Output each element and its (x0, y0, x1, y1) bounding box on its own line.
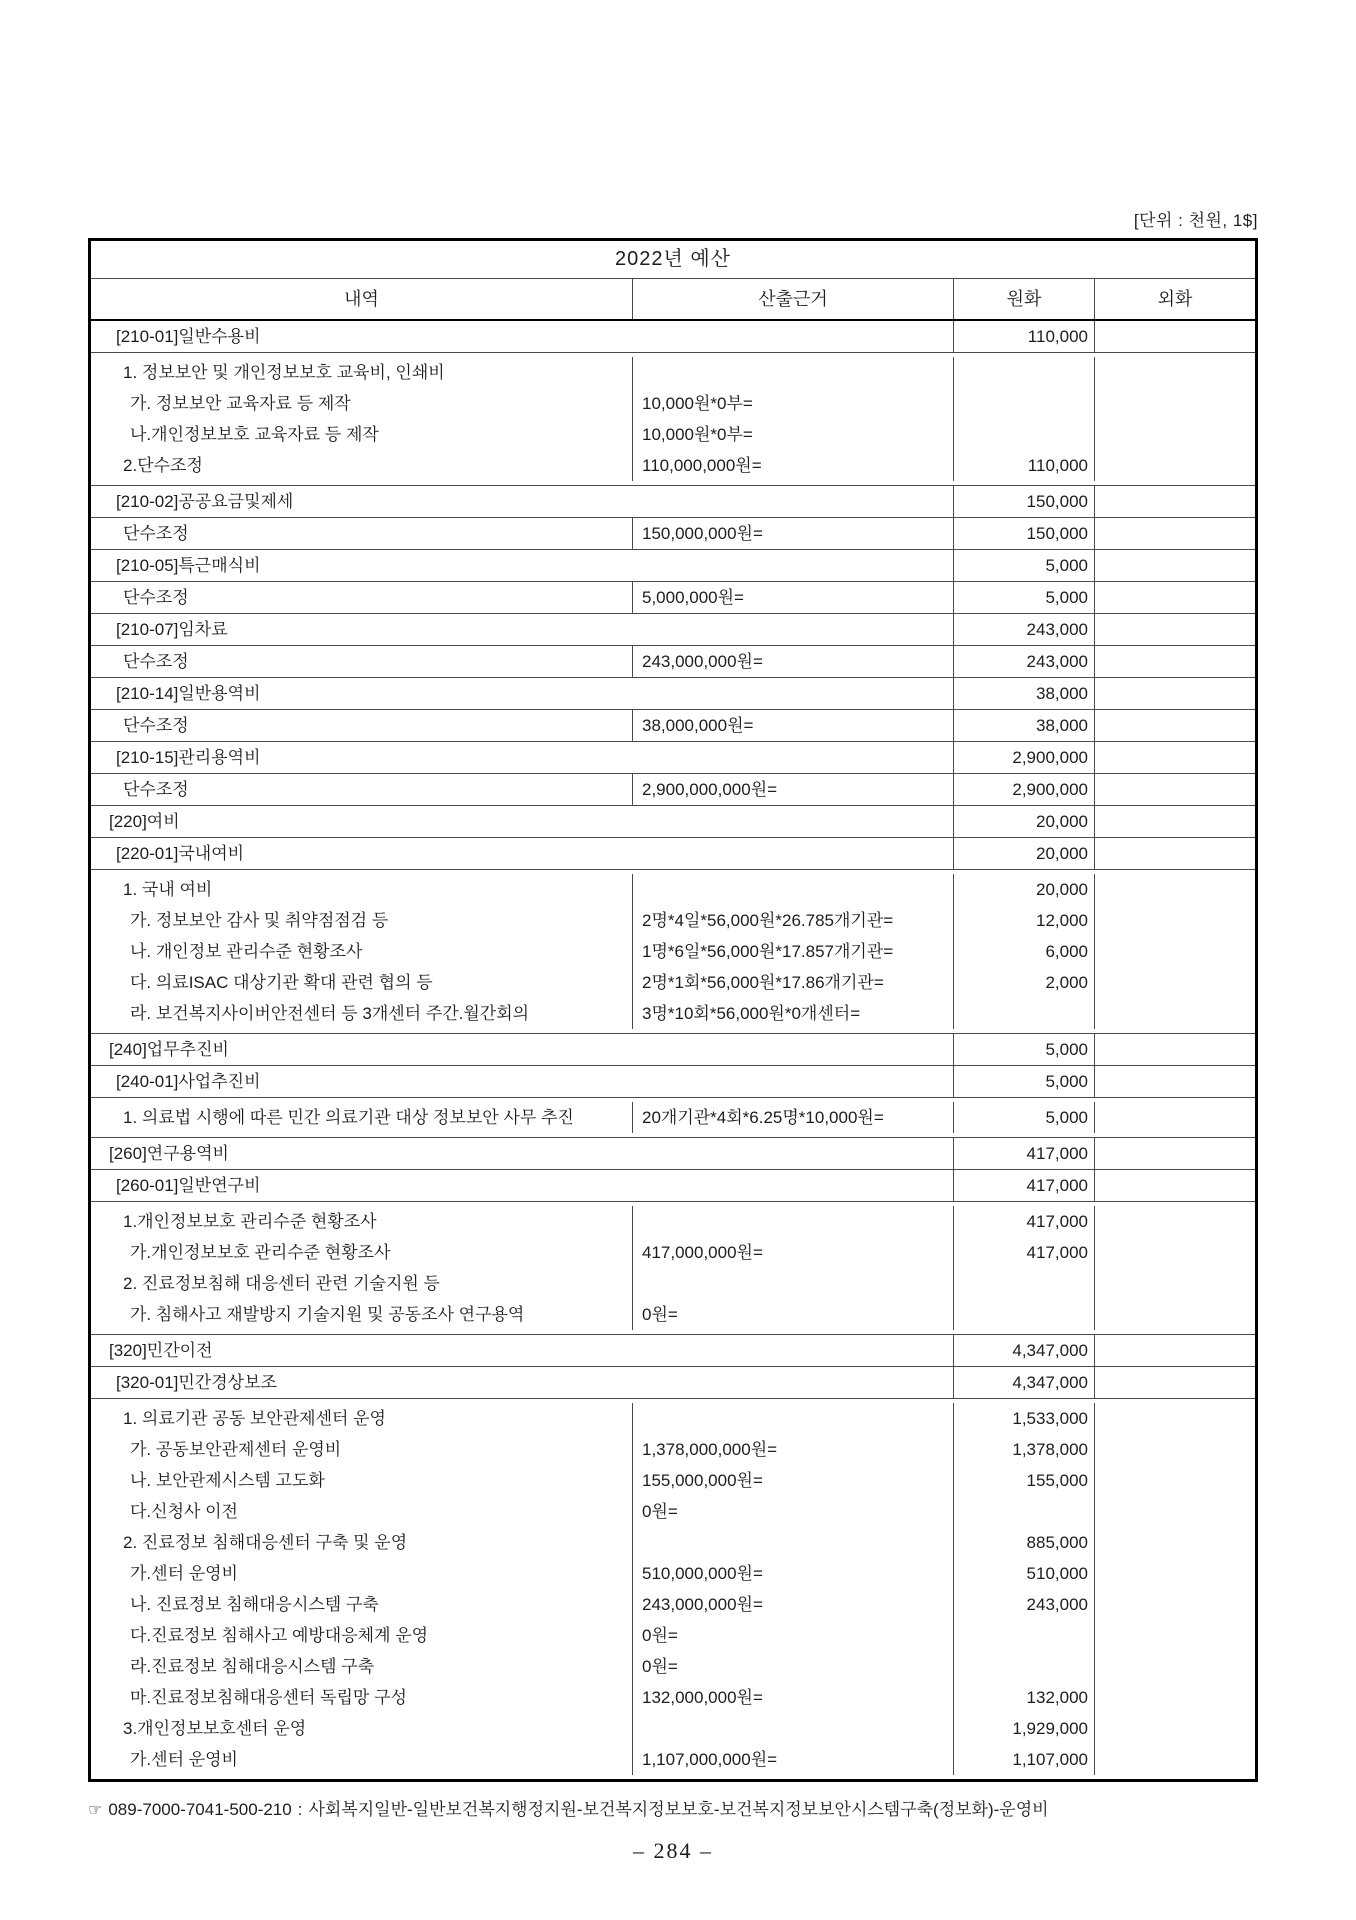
section-row (91, 550, 1255, 582)
page-number: – 284 – (633, 1838, 713, 1863)
desc-cell: 다.신청사 이전 (130, 1502, 238, 1521)
detail-row (91, 1098, 1255, 1138)
detail-row (91, 870, 1255, 905)
fx-cell (1094, 1465, 1255, 1496)
krw-cell: 417,000 (953, 1206, 1094, 1237)
fx-cell (1094, 357, 1255, 388)
desc-cell: 3.개인정보보호센터 운영 (123, 1719, 307, 1738)
desc-cell: 나. 개인정보 관리수준 현황조사 (130, 942, 363, 961)
table-header (91, 279, 1255, 321)
calc-cell: 1,107,000,000원= (632, 1744, 953, 1775)
krw-cell: 38,000 (953, 678, 1094, 709)
column-header-fx: 외화 (1094, 279, 1255, 319)
krw-cell: 110,000 (953, 450, 1094, 481)
desc-cell: 1. 정보보안 및 개인정보보호 교육비, 인쇄비 (123, 363, 445, 382)
krw-cell: 150,000 (953, 486, 1094, 517)
fx-cell (1094, 1367, 1255, 1398)
fx-cell (1094, 1496, 1255, 1527)
calc-cell: 510,000,000원= (632, 1558, 953, 1589)
fx-cell (1094, 1066, 1255, 1097)
section-row (91, 806, 1255, 838)
fx-cell (1094, 1527, 1255, 1558)
fx-cell (1094, 388, 1255, 419)
calc-cell: 1,378,000,000원= (632, 1434, 953, 1465)
fx-cell (1094, 1206, 1255, 1237)
calc-cell (632, 874, 953, 905)
krw-cell: 5,000 (953, 550, 1094, 581)
krw-cell: 5,000 (953, 1066, 1094, 1097)
calc-cell (632, 357, 953, 388)
desc-cell: 라. 보건복지사이버안전센터 등 3개센터 주간.월간회의 (130, 1004, 530, 1023)
section-row (91, 1170, 1255, 1202)
fx-cell (1094, 1713, 1255, 1744)
krw-cell: 5,000 (953, 582, 1094, 613)
calc-cell: 2명*4일*56,000원*26.785개기관= (632, 905, 953, 936)
detail-row (91, 1434, 1255, 1465)
detail-row (91, 936, 1255, 967)
desc-cell: [260]연구용역비 (109, 1144, 229, 1163)
detail-row (91, 1496, 1255, 1527)
desc-cell: 다.진료정보 침해사고 예방대응체계 운영 (130, 1626, 429, 1645)
desc-cell: 단수조정 (123, 524, 189, 543)
calc-cell (632, 1403, 953, 1434)
desc-cell: 라.진료정보 침해대응시스템 구축 (130, 1657, 375, 1676)
krw-cell: 1,107,000 (953, 1744, 1094, 1775)
detail-row (91, 1744, 1255, 1779)
desc-cell: [320]민간이전 (109, 1341, 213, 1360)
krw-cell (953, 1620, 1094, 1651)
calc-cell (632, 1527, 953, 1558)
krw-cell (953, 419, 1094, 450)
desc-cell: [220]여비 (109, 812, 180, 831)
detail-row (91, 1558, 1255, 1589)
desc-cell: [210-15]관리용역비 (116, 748, 261, 767)
desc-cell: 나. 보안관제시스템 고도화 (130, 1471, 325, 1490)
desc-cell: 2.단수조정 (123, 456, 203, 475)
fx-cell (1094, 486, 1255, 517)
footnote-ref: 089-7000-7041-500-210 (108, 1800, 292, 1819)
fx-cell (1094, 1558, 1255, 1589)
fx-cell (1094, 518, 1255, 549)
section-row (91, 1066, 1255, 1098)
fx-cell (1094, 905, 1255, 936)
desc-cell: 1. 의료기관 공동 보안관제센터 운영 (123, 1409, 386, 1428)
desc-cell: [210-07]임차료 (116, 620, 228, 639)
desc-cell: [210-01]일반수용비 (116, 327, 261, 346)
desc-cell: 가.센터 운영비 (130, 1564, 238, 1583)
fx-cell (1094, 1237, 1255, 1268)
desc-cell: 단수조정 (123, 716, 189, 735)
krw-cell (953, 998, 1094, 1029)
fx-cell (1094, 1434, 1255, 1465)
column-header-calc: 산출근거 (632, 279, 953, 319)
calc-cell: 20개기관*4회*6.25명*10,000원= (632, 1102, 953, 1133)
krw-cell: 6,000 (953, 936, 1094, 967)
table-title: 2022년 예산 (91, 241, 1255, 279)
footnote (88, 1795, 1258, 1820)
footnote-text: 사회복지일반-일반보건복지행정지원-보건복지정보보호-보건복지정보보안시스템구축(정보화)-운영비 (308, 1800, 1049, 1819)
krw-cell: 243,000 (953, 646, 1094, 677)
fx-cell (1094, 874, 1255, 905)
krw-cell: 1,929,000 (953, 1713, 1094, 1744)
fx-cell (1094, 967, 1255, 998)
detail-row (91, 1589, 1255, 1620)
desc-cell: [260-01]일반연구비 (116, 1176, 261, 1195)
fx-cell (1094, 1102, 1255, 1133)
detail-row (91, 1299, 1255, 1335)
krw-cell: 4,347,000 (953, 1367, 1094, 1398)
adjustment-row (91, 710, 1255, 742)
section-row (91, 1367, 1255, 1399)
calc-cell: 10,000원*0부= (632, 419, 953, 450)
fx-cell (1094, 1651, 1255, 1682)
fx-cell (1094, 1744, 1255, 1775)
calc-cell: 2,900,000,000원= (632, 774, 953, 805)
krw-cell (953, 1268, 1094, 1299)
column-header-krw: 원화 (953, 279, 1094, 319)
fx-cell (1094, 1299, 1255, 1330)
desc-cell: [240-01]사업추진비 (116, 1072, 261, 1091)
calc-cell: 0원= (632, 1496, 953, 1527)
krw-cell: 155,000 (953, 1465, 1094, 1496)
fx-cell (1094, 838, 1255, 869)
fx-cell (1094, 646, 1255, 677)
detail-row (91, 1268, 1255, 1299)
krw-cell: 2,000 (953, 967, 1094, 998)
desc-cell: [210-14]일반용역비 (116, 684, 261, 703)
unit-note: [단위 : 천원, 1$] (1133, 211, 1258, 230)
desc-cell: 2. 진료정보침해 대응센터 관련 기술지원 등 (123, 1274, 440, 1293)
fx-cell (1094, 1682, 1255, 1713)
krw-cell: 417,000 (953, 1237, 1094, 1268)
fx-cell (1094, 806, 1255, 837)
calc-cell: 3명*10회*56,000원*0개센터= (632, 998, 953, 1029)
krw-cell: 243,000 (953, 614, 1094, 645)
section-row (91, 321, 1255, 353)
desc-cell: [320-01]민간경상보조 (116, 1373, 277, 1392)
fx-cell (1094, 1403, 1255, 1434)
detail-row (91, 388, 1255, 419)
calc-cell (632, 1713, 953, 1744)
calc-cell (632, 1268, 953, 1299)
column-header-desc: 내역 (344, 289, 379, 309)
krw-cell: 132,000 (953, 1682, 1094, 1713)
fx-cell (1094, 1170, 1255, 1201)
adjustment-row (91, 582, 1255, 614)
fx-cell (1094, 550, 1255, 581)
fx-cell (1094, 582, 1255, 613)
footnote-separator: : (297, 1800, 303, 1819)
calc-cell: 132,000,000원= (632, 1682, 953, 1713)
fx-cell (1094, 1268, 1255, 1299)
detail-row (91, 419, 1255, 450)
krw-cell: 243,000 (953, 1589, 1094, 1620)
krw-cell (953, 1496, 1094, 1527)
section-row (91, 614, 1255, 646)
krw-cell: 510,000 (953, 1558, 1094, 1589)
calc-cell: 0원= (632, 1620, 953, 1651)
krw-cell: 150,000 (953, 518, 1094, 549)
krw-cell: 1,378,000 (953, 1434, 1094, 1465)
krw-cell: 38,000 (953, 710, 1094, 741)
desc-cell: [210-02]공공요금및제세 (116, 492, 294, 511)
krw-cell: 2,900,000 (953, 742, 1094, 773)
krw-cell: 417,000 (953, 1170, 1094, 1201)
detail-row (91, 1465, 1255, 1496)
krw-cell: 110,000 (953, 321, 1094, 352)
desc-cell: 가. 공동보안관제센터 운영비 (130, 1440, 342, 1459)
desc-cell: [240]업무추진비 (109, 1040, 229, 1059)
budget-table (88, 238, 1258, 1782)
desc-cell: 가. 정보보안 교육자료 등 제작 (130, 394, 351, 413)
krw-cell: 2,900,000 (953, 774, 1094, 805)
krw-cell (953, 1651, 1094, 1682)
adjustment-row (91, 518, 1255, 550)
krw-cell: 5,000 (953, 1102, 1094, 1133)
calc-cell: 0원= (632, 1651, 953, 1682)
desc-cell: 가. 침해사고 재발방지 기술지원 및 공동조사 연구용역 (130, 1305, 525, 1324)
detail-row (91, 905, 1255, 936)
detail-row (91, 1527, 1255, 1558)
krw-cell: 20,000 (953, 874, 1094, 905)
fx-cell (1094, 678, 1255, 709)
section-row (91, 678, 1255, 710)
detail-row (91, 967, 1255, 998)
fx-cell (1094, 710, 1255, 741)
document-page (88, 0, 1258, 1864)
fx-cell (1094, 419, 1255, 450)
calc-cell: 1명*6일*56,000원*17.857개기관= (632, 936, 953, 967)
fx-cell (1094, 1138, 1255, 1169)
calc-cell: 38,000,000원= (632, 710, 953, 741)
desc-cell: [210-05]특근매식비 (116, 556, 261, 575)
calc-cell: 2명*1회*56,000원*17.86개기관= (632, 967, 953, 998)
krw-cell: 20,000 (953, 838, 1094, 869)
krw-cell: 20,000 (953, 806, 1094, 837)
detail-row (91, 998, 1255, 1034)
desc-cell: 1. 국내 여비 (123, 880, 213, 899)
calc-cell: 0원= (632, 1299, 953, 1330)
desc-cell: 다. 의료ISAC 대상기관 확대 관련 협의 등 (130, 973, 433, 992)
detail-row (91, 1237, 1255, 1268)
krw-cell (953, 1299, 1094, 1330)
section-row (91, 742, 1255, 774)
fx-cell (1094, 742, 1255, 773)
desc-cell: 2. 진료정보 침해대응센터 구축 및 운영 (123, 1533, 408, 1552)
section-row (91, 1034, 1255, 1066)
calc-cell: 5,000,000원= (632, 582, 953, 613)
calc-cell: 243,000,000원= (632, 646, 953, 677)
desc-cell: 마.진료정보침해대응센터 독립망 구성 (130, 1688, 407, 1707)
krw-cell (953, 388, 1094, 419)
fx-cell (1094, 1589, 1255, 1620)
desc-cell: 나. 진료정보 침해대응시스템 구축 (130, 1595, 379, 1614)
krw-cell: 417,000 (953, 1138, 1094, 1169)
calc-cell: 150,000,000원= (632, 518, 953, 549)
detail-row (91, 1682, 1255, 1713)
calc-cell: 417,000,000원= (632, 1237, 953, 1268)
desc-cell: 단수조정 (123, 652, 189, 671)
adjustment-row (91, 646, 1255, 678)
detail-row (91, 450, 1255, 486)
desc-cell: 가.센터 운영비 (130, 1750, 238, 1769)
desc-cell: 1.개인정보보호 관리수준 현황조사 (123, 1212, 377, 1231)
adjustment-row (91, 774, 1255, 806)
desc-cell: 단수조정 (123, 588, 189, 607)
fx-cell (1094, 1620, 1255, 1651)
detail-row (91, 1620, 1255, 1651)
krw-cell (953, 357, 1094, 388)
krw-cell: 885,000 (953, 1527, 1094, 1558)
fx-cell (1094, 936, 1255, 967)
fx-cell (1094, 614, 1255, 645)
calc-cell: 10,000원*0부= (632, 388, 953, 419)
detail-row (91, 1399, 1255, 1434)
section-row (91, 838, 1255, 870)
krw-cell: 1,533,000 (953, 1403, 1094, 1434)
detail-row (91, 1202, 1255, 1237)
fx-cell (1094, 321, 1255, 352)
calc-cell (632, 1206, 953, 1237)
krw-cell: 4,347,000 (953, 1335, 1094, 1366)
desc-cell: 단수조정 (123, 780, 189, 799)
desc-cell: 가.개인정보보호 관리수준 현황조사 (130, 1243, 391, 1262)
section-row (91, 486, 1255, 518)
calc-cell: 243,000,000원= (632, 1589, 953, 1620)
fx-cell (1094, 1034, 1255, 1065)
detail-row (91, 353, 1255, 388)
fx-cell (1094, 1335, 1255, 1366)
section-row (91, 1138, 1255, 1170)
desc-cell: [220-01]국내여비 (116, 844, 245, 863)
krw-cell: 5,000 (953, 1034, 1094, 1065)
section-row (91, 1335, 1255, 1367)
calc-cell: 155,000,000원= (632, 1465, 953, 1496)
desc-cell: 가. 정보보안 감사 및 취약점점검 등 (130, 911, 389, 930)
desc-cell: 1. 의료법 시행에 따른 민간 의료기관 대상 정보보안 사무 추진 (123, 1108, 574, 1127)
fx-cell (1094, 450, 1255, 481)
pointing-hand-icon: ☞ (88, 1802, 103, 1819)
fx-cell (1094, 774, 1255, 805)
calc-cell: 110,000,000원= (632, 450, 953, 481)
table-body (91, 321, 1255, 1779)
fx-cell (1094, 998, 1255, 1029)
detail-row (91, 1713, 1255, 1744)
desc-cell: 나.개인정보보호 교육자료 등 제작 (130, 425, 379, 444)
krw-cell: 12,000 (953, 905, 1094, 936)
detail-row (91, 1651, 1255, 1682)
